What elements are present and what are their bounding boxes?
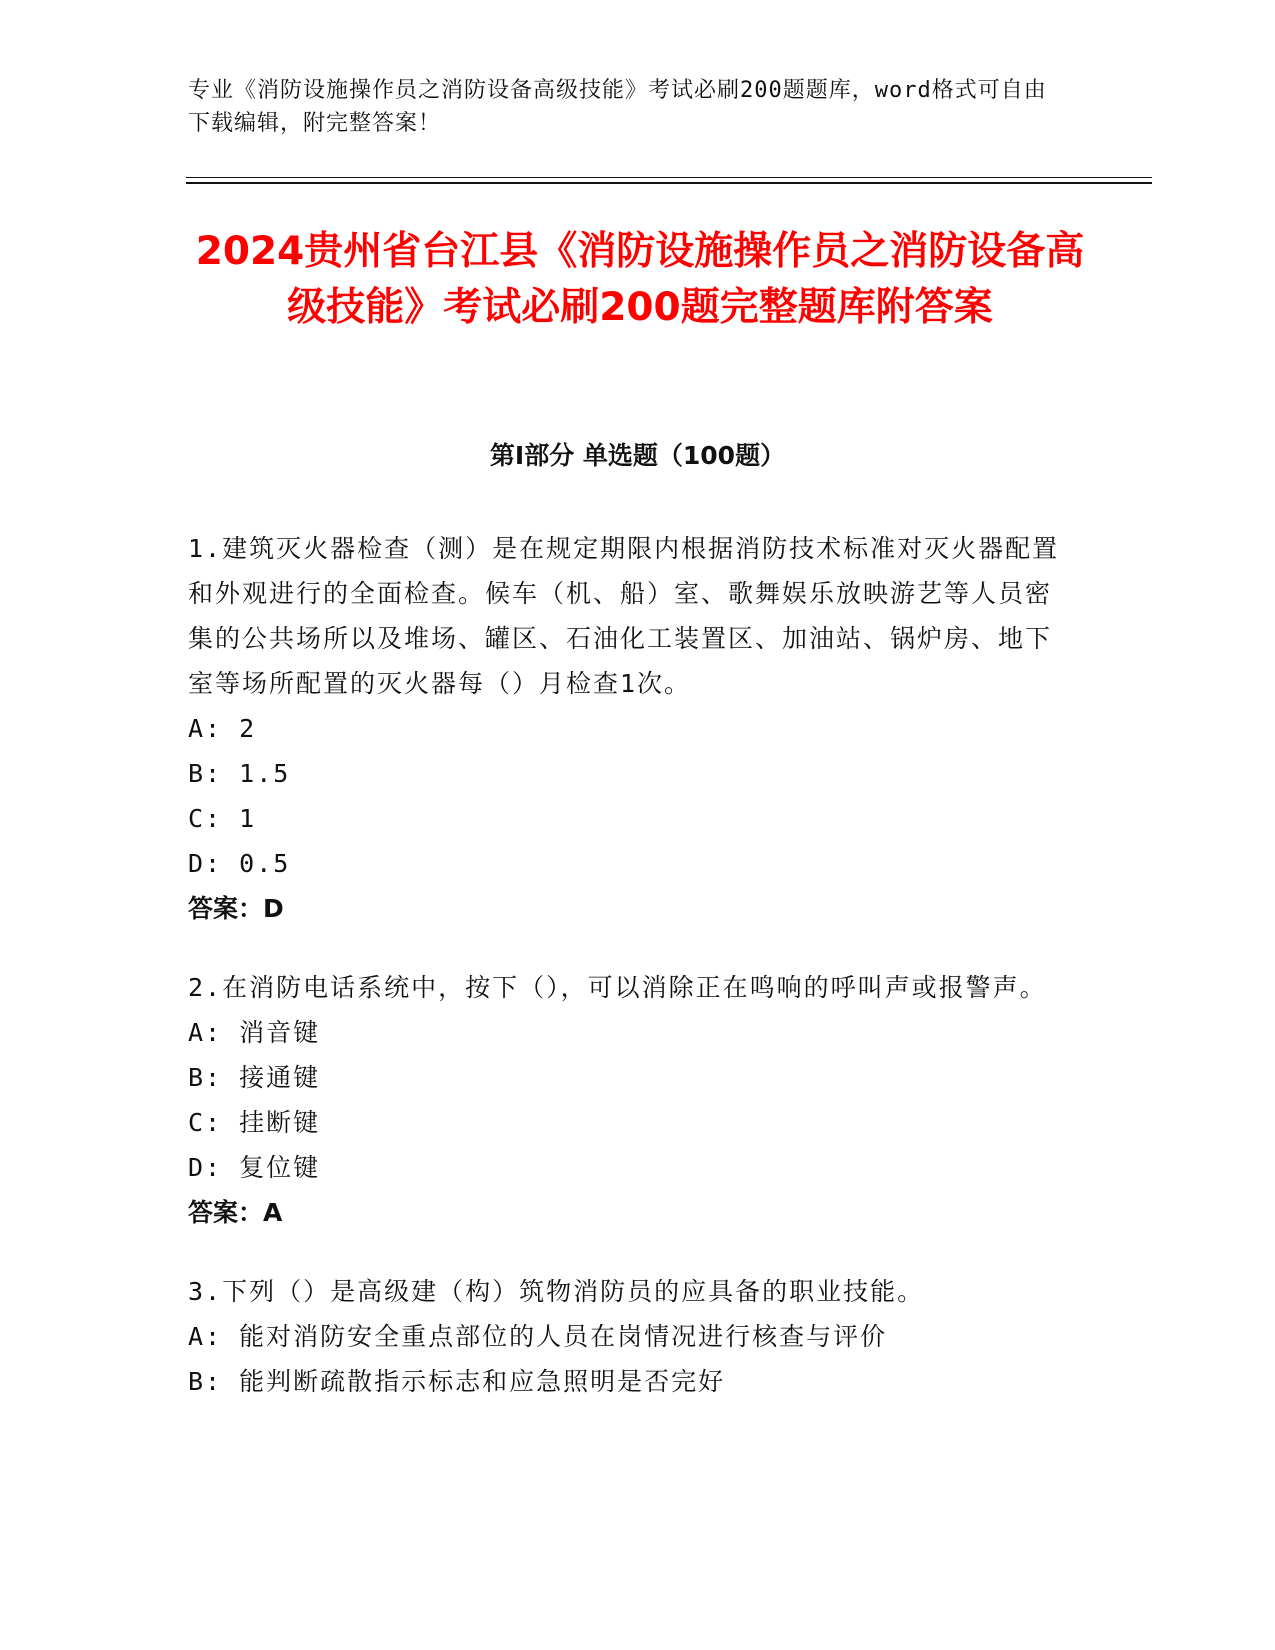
question-stem: 3.下列（）是高级建（构）筑物消防员的应具备的职业技能。 [188,1277,925,1306]
document-title: 2024贵州省台江县《消防设施操作员之消防设备高级技能》考试必刷200题完整题库附答案 [195,229,1085,330]
section-heading: 第I部分 单选题（100题） [489,441,786,470]
answer: 答案：A [188,1198,283,1227]
question-stem: 1.建筑灭火器检查（测）是在规定期限内根据消防技术标准对灭火器配置和外观进行的全面检查。候车（机、船）室、歌舞娱乐放映游艺等人员密集的公共场所以及堆场、罐区、石油化工装置区、加油站、锅炉房、地下室等场所配置的灭火器每（）月检查1次。 [188,534,1060,698]
option-b: B: 能判断疏散指示标志和应急照明是否完好 [188,1367,726,1396]
option-b: B: 接通键 [188,1063,321,1092]
question-list [188,526,1068,1438]
option-c: C: 1 [188,804,257,833]
question-stem: 2.在消防电话系统中，按下（），可以消除正在鸣响的呼叫声或报警声。 [188,973,1047,1002]
option-a: A: 2 [188,714,257,743]
option-a: A: 能对消防安全重点部位的人员在岗情况进行核查与评价 [188,1322,888,1351]
option-d: D: 0.5 [188,849,291,878]
option-c: C: 挂断键 [188,1108,321,1137]
option-d: D: 复位键 [188,1153,321,1182]
question-2 [188,965,1068,1235]
option-b: B: 1.5 [188,759,291,788]
header-rule-thin [186,177,1152,178]
header-rule-thick [186,182,1152,184]
header-note: 专业《消防设施操作员之消防设备高级技能》考试必刷200题题库，word格式可自由下载编辑，附完整答案！ [188,78,1047,136]
answer: 答案：D [188,894,284,923]
question-3 [188,1269,1068,1404]
question-1 [188,526,1068,931]
option-a: A: 消音键 [188,1018,321,1047]
